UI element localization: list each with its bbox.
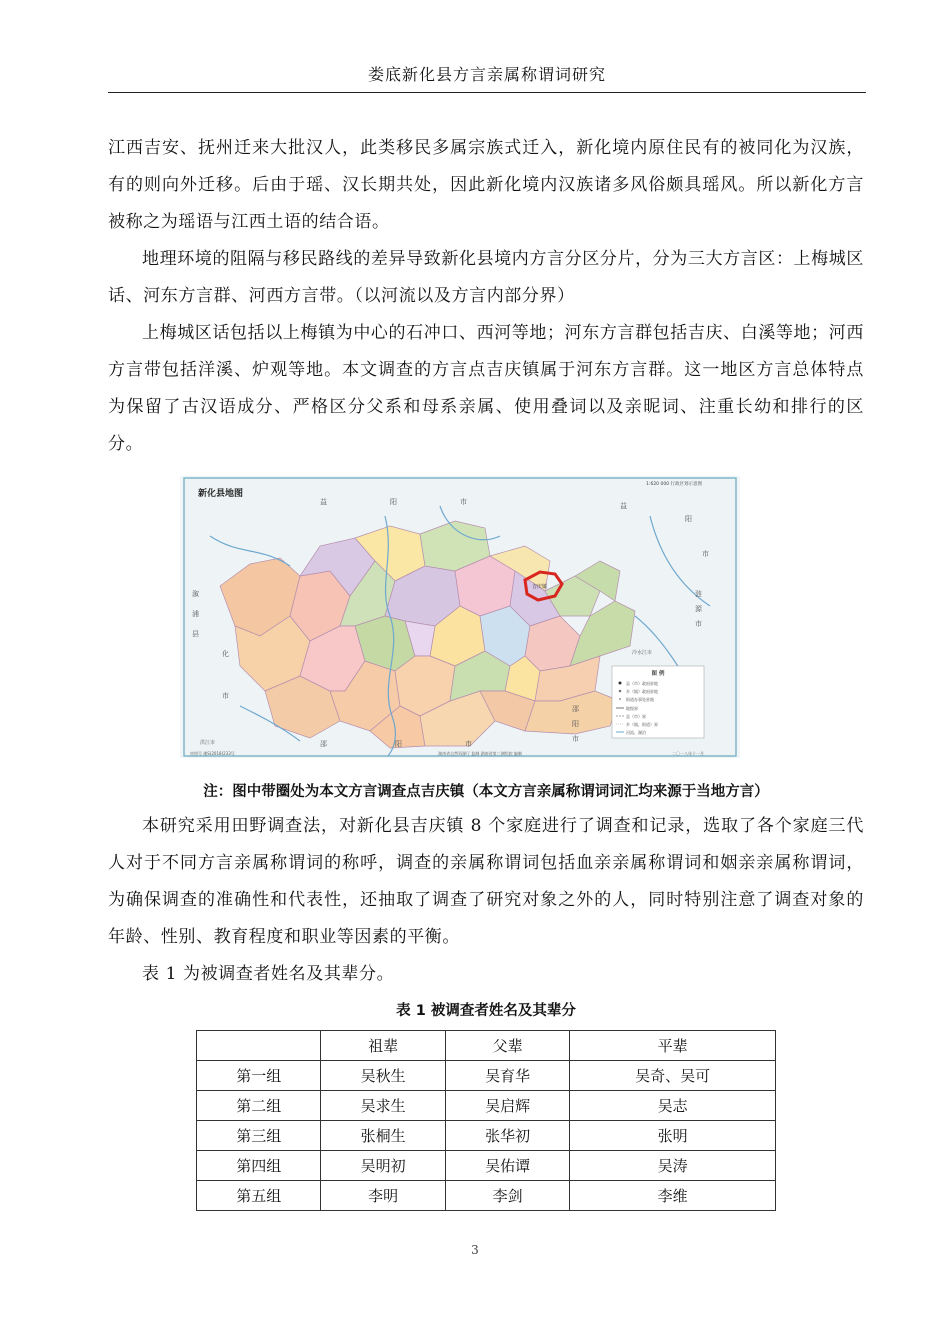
table-cell: 吴求生: [321, 1091, 445, 1121]
svg-text:市: 市: [465, 740, 472, 748]
svg-text:邵: 邵: [572, 705, 579, 713]
svg-text:阳: 阳: [572, 720, 579, 728]
header-rule: [108, 92, 866, 93]
map-scale-note: 1:620 000 行政区划示意图: [646, 482, 702, 487]
svg-text:县: 县: [192, 630, 199, 638]
paragraph-3: 上梅城区话包括以上梅镇为中心的石冲口、西河等地；河东方言群包括吉庆、白溪等地；河西方言带包括洋溪、炉观等地。本文调查的方言点吉庆镇属于河东方言群。这一地区方言总体特点为保留了古汉语成分、严格区分父系和母系亲属、使用叠词以及亲昵词、注重长幼和排行的区分。: [108, 323, 864, 454]
body-text-bottom: [108, 808, 864, 993]
svg-text:县（市）界: 县（市）界: [626, 714, 646, 719]
paragraph-1: 江西吉安、抚州迁来大批汉人，此类移民多属宗族式迁入，新化境内原住民有的被同化为汉族，有的则向外迁移。后由于瑶、汉长期共处，因此新化境内汉族诸多风俗颇具瑶风。所以新化方言被称之为瑶语与江西土语的结合语。: [108, 138, 864, 232]
svg-text:冷水江市: 冷水江市: [632, 650, 653, 656]
page-number: 3: [471, 1243, 479, 1257]
map-legend: [612, 666, 704, 738]
body-text-top: [108, 130, 864, 463]
map-title: 新化县地图: [198, 489, 244, 499]
table-cell: 吴奇、吴可: [570, 1061, 776, 1091]
table-cell: 李明: [321, 1181, 445, 1211]
table-cell: 第三组: [197, 1121, 321, 1151]
svg-text:洪江市: 洪江市: [200, 740, 216, 746]
table-cell: 李剑: [445, 1181, 569, 1211]
table-cell: 张桐生: [321, 1121, 445, 1151]
map-caption: 注：图中带圈处为本文方言调查点吉庆镇（本文方言亲属称谓词词汇均来源于当地方言）: [203, 784, 769, 800]
table-header-cell: 祖辈: [321, 1031, 445, 1061]
svg-text:市: 市: [572, 735, 579, 743]
table-cell: 第二组: [197, 1091, 321, 1121]
table-cell: 张华初: [445, 1121, 569, 1151]
svg-text:涟: 涟: [695, 590, 702, 598]
svg-text:乡（镇、街道）界: 乡（镇、街道）界: [626, 722, 658, 727]
svg-text:图 例: 图 例: [651, 671, 665, 677]
svg-text:溆: 溆: [192, 590, 199, 598]
svg-text:乡（镇）政府驻地: 乡（镇）政府驻地: [626, 689, 658, 694]
table-cell: 吴启辉: [445, 1091, 569, 1121]
svg-text:邵: 邵: [320, 740, 327, 748]
table-header-row: [197, 1031, 776, 1061]
svg-text:市: 市: [702, 550, 709, 558]
table-row: [197, 1181, 776, 1211]
table-header-cell: [197, 1031, 321, 1061]
svg-text:益: 益: [320, 498, 327, 506]
table-caption: 表 1 被调查者姓名及其辈分: [396, 1003, 576, 1019]
table-cell: 吴志: [570, 1091, 776, 1121]
table-row: [197, 1151, 776, 1181]
svg-text:化: 化: [222, 650, 229, 658]
table-cell: 第四组: [197, 1151, 321, 1181]
svg-text:阳: 阳: [390, 498, 397, 506]
table-row: [197, 1061, 776, 1091]
svg-text:市: 市: [222, 692, 229, 700]
svg-text:益: 益: [620, 502, 627, 510]
table-row: [197, 1121, 776, 1151]
svg-text:阳: 阳: [685, 515, 692, 523]
table-cell: 吴涛: [570, 1151, 776, 1181]
svg-text:河流、湖泊: 河流、湖泊: [626, 730, 646, 735]
table-cell: 吴佑谭: [445, 1151, 569, 1181]
table-cell: 李维: [570, 1181, 776, 1211]
svg-text:地级界: 地级界: [626, 706, 638, 711]
svg-text:审图号 湘S(2018)233号: 审图号 湘S(2018)233号: [190, 751, 235, 756]
table-cell: 吴明初: [321, 1151, 445, 1181]
paragraph-4: 本研究采用田野调查法，对新化县吉庆镇 8 个家庭进行了调查和记录，选取了各个家庭三代人对于不同方言亲属称谓词的称呼，调查的亲属称谓词包括血亲亲属称谓词和姻亲亲属称谓词，为确保调查的准确性和代表性，还抽取了调查了研究对象之外的人，同时特别注意了调查对象的年龄、性别、教育程度和职业等因素的平衡。: [108, 816, 864, 947]
svg-text:浦: 浦: [192, 610, 199, 618]
svg-text:县（市）政府驻地: 县（市）政府驻地: [626, 681, 658, 686]
svg-text:源: 源: [695, 605, 702, 613]
svg-text:二〇一八年十一月: 二〇一八年十一月: [672, 751, 704, 756]
svg-text:湖南省自然资源厅 监制 湖南省第三测绘院 编制: 湖南省自然资源厅 监制 湖南省第三测绘院 编制: [438, 751, 522, 756]
table-cell: 吴育华: [445, 1061, 569, 1091]
table-cell: 第一组: [197, 1061, 321, 1091]
paragraph-2: 地理环境的阻隔与移民路线的差异导致新化县境内方言分区分片，分为三大方言区：上梅城区话、河东方言群、河西方言带。（以河流以及方言内部分界）: [108, 249, 864, 306]
table-header-cell: 平辈: [570, 1031, 776, 1061]
running-header: 娄底新化县方言亲属称谓词研究: [367, 65, 606, 84]
table-cell: 张明: [570, 1121, 776, 1151]
xinhua-county-map: [180, 476, 740, 758]
table-row: [197, 1091, 776, 1121]
respondent-table: [196, 1030, 776, 1211]
svg-text:街道办事处驻地: 街道办事处驻地: [626, 697, 654, 702]
table-cell: 第五组: [197, 1181, 321, 1211]
svg-text:阳: 阳: [395, 740, 402, 748]
table-cell: 吴秋生: [321, 1061, 445, 1091]
svg-text:市: 市: [460, 498, 467, 506]
survey-point-label: 吉庆镇: [532, 584, 548, 590]
table-header-cell: 父辈: [445, 1031, 569, 1061]
svg-text:市: 市: [695, 620, 702, 628]
paragraph-5: 表 1 为被调查者姓名及其辈分。: [142, 964, 395, 984]
